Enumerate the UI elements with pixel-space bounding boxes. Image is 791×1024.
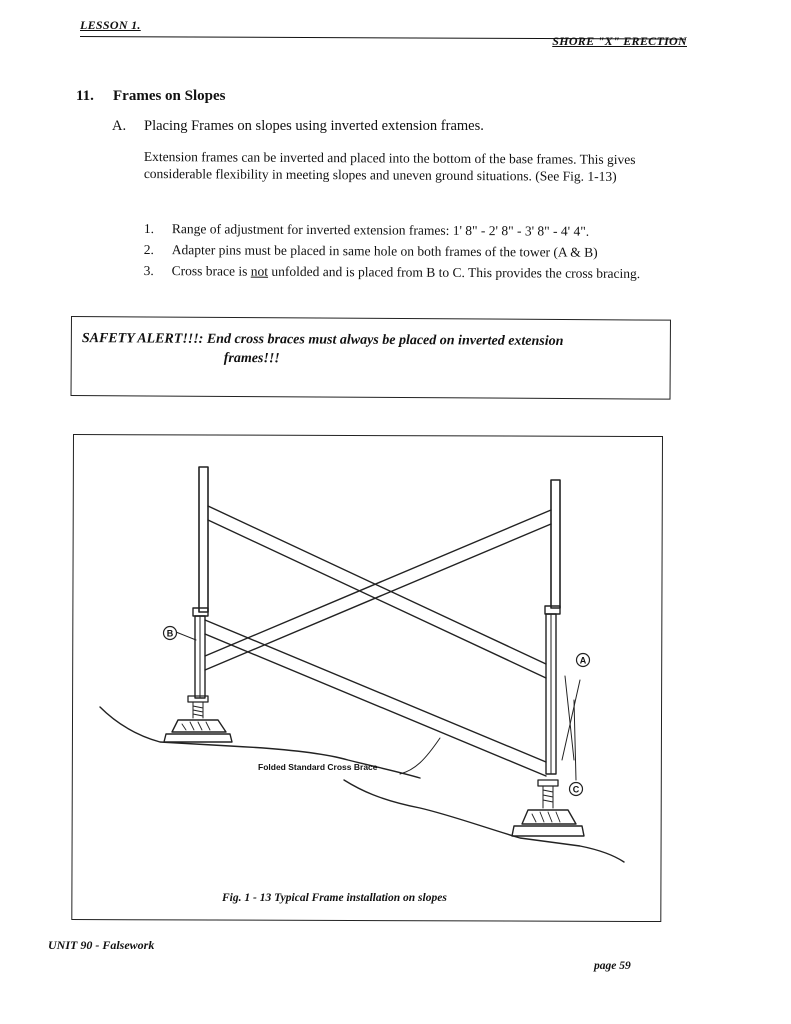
marker-a-label: A (579, 655, 587, 666)
section-title-text: Frames on Slopes (113, 88, 226, 104)
subsection-title: Placing Frames on slopes using inverted extension frames. (144, 118, 484, 134)
left-base-hatch (182, 722, 210, 730)
list-item-number: 3. (143, 262, 154, 279)
section-number: 11. (76, 88, 94, 104)
cross-brace-a-bottom (208, 520, 546, 678)
left-base-plate (172, 720, 226, 732)
list-item-text: Range of adjustment for inverted extension frames: 1' 8" - 2' 8" - 3' 8" - 4' 4". (171, 221, 590, 239)
right-base-plate (522, 810, 576, 824)
callout-label: Folded Standard Cross Brace (258, 762, 378, 772)
list-item-text: Adapter pins must be placed in same hole on both frames of the tower (A & B) (171, 242, 598, 260)
left-base-foot (164, 734, 232, 742)
right-screw-jack (543, 786, 553, 808)
list-item-number: 1. (143, 220, 155, 237)
marker-a-leader-1 (565, 676, 574, 760)
lower-brace-top (205, 620, 546, 762)
marker-b-leader (176, 632, 196, 640)
list-item-underlined: not (250, 263, 269, 279)
cross-brace-b-top (205, 510, 551, 656)
right-base-hatch (532, 812, 560, 822)
lower-brace-bottom (205, 634, 546, 776)
lesson-header: LESSON 1. (80, 18, 141, 32)
cross-brace-b-bottom (205, 524, 551, 670)
right-base-foot (512, 826, 584, 836)
marker-a (577, 654, 590, 667)
marker-a-leader-2 (562, 680, 580, 760)
safety-alert-line1: SAFETY ALERT!!!: End cross braces must always be placed on inverted extension (81, 331, 564, 350)
page-number: page 59 (594, 960, 631, 972)
subsection-letter: A. (112, 118, 127, 134)
left-post-upper (199, 467, 208, 612)
section-header: SHORE "X" ERECTION (552, 34, 687, 48)
callout-leader (400, 738, 440, 774)
body-paragraph: Extension frames can be inverted and placed into the bottom of the base frames. This gives considerable flexibility in meeting slopes and uneven ground situations. (See Fig. 1-13) (143, 148, 636, 184)
marker-c-label: C (572, 784, 580, 795)
right-screw-collar (538, 780, 558, 786)
marker-c (570, 783, 583, 796)
marker-b-label: B (166, 628, 174, 639)
list-item-text-pre: Cross brace is (171, 263, 251, 279)
marker-c-leader (574, 700, 576, 780)
marker-b (164, 627, 177, 640)
list-item-text-post: unfolded and is placed from B to C. This provides the cross bracing. (268, 263, 641, 282)
list-item-number: 2. (143, 241, 154, 258)
right-post-upper (551, 480, 560, 608)
safety-alert-line2: frames!!! (223, 350, 280, 367)
left-screw-jack (193, 702, 203, 718)
cross-brace-a-top (208, 506, 546, 664)
footer-unit: UNIT 90 - Falsework (48, 938, 155, 952)
figure-caption: Fig. 1 - 13 Typical Frame installation on slopes (222, 892, 447, 904)
